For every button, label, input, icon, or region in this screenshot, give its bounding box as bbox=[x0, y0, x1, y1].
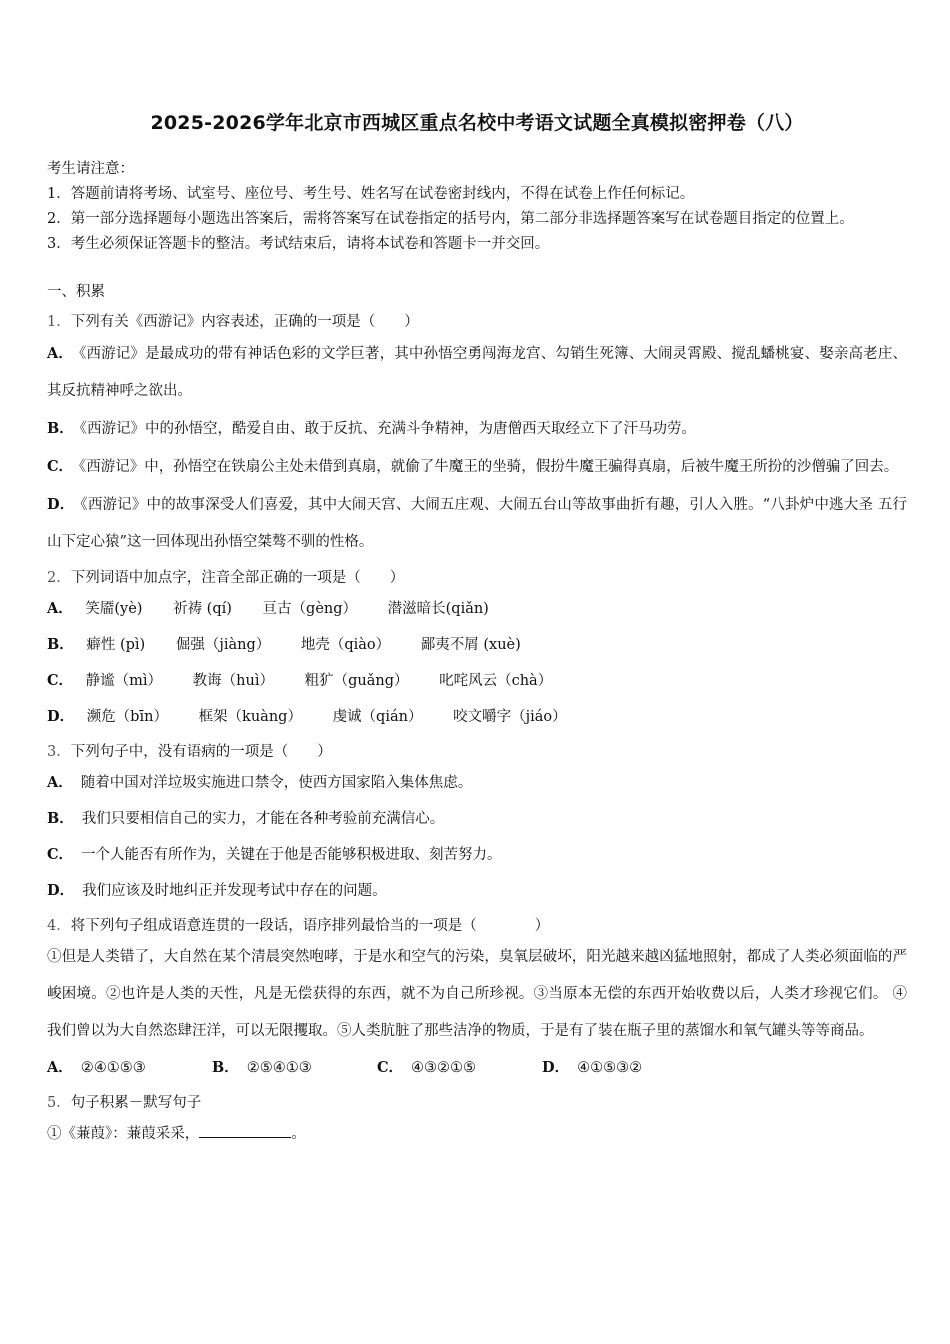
term: 叱咤风云（chà） bbox=[439, 673, 553, 689]
question-number: 4． bbox=[47, 918, 71, 934]
option-label: C． bbox=[47, 846, 74, 863]
option-text: 一个人能否有所作为，关键在于他是否能够积极进取、刻苦努力。 bbox=[81, 847, 502, 863]
option-d bbox=[47, 486, 907, 561]
term: 咬文嚼字（jiáo） bbox=[453, 709, 567, 725]
question-3 bbox=[47, 739, 907, 765]
question-5 bbox=[47, 1090, 907, 1116]
option-label: A． bbox=[47, 774, 73, 791]
question-2 bbox=[47, 565, 907, 591]
option-label: D． bbox=[47, 882, 75, 899]
term: 粗犷（guǎng） bbox=[304, 673, 409, 689]
question-1 bbox=[47, 309, 907, 335]
choice-text: ②⑤④①③ bbox=[246, 1060, 312, 1076]
option-label: D． bbox=[47, 708, 75, 725]
choice-text: ②④①⑤③ bbox=[80, 1060, 146, 1076]
question-stem: 下列词语中加点字，注音全部正确的一项是（ ） bbox=[70, 570, 405, 586]
option-a bbox=[47, 335, 907, 410]
term: 倔强（jiàng） bbox=[175, 637, 271, 653]
option-c bbox=[47, 448, 907, 486]
fill-in-line bbox=[47, 1116, 907, 1152]
option-text: 《西游记》中的孙悟空，酷爱自由、敢于反抗、充满斗争精神，为唐僧西天取经立下了汗马功劳。 bbox=[79, 421, 697, 437]
option-c bbox=[47, 663, 907, 699]
option-b bbox=[47, 801, 907, 837]
option-label: B． bbox=[47, 420, 74, 437]
fill-prefix: ①《蒹葭》：蒹葭采采， bbox=[47, 1126, 200, 1142]
option-text: 《西游记》中的故事深受人们喜爱，其中大闹天宫、大闹五庄观、大闹五台山等故事曲折有趣，引人入胜。“八卦炉中逃大圣 五行山下定心猿”这一回体现出孙悟空桀骜不驯的性格。 bbox=[47, 497, 907, 550]
term: 教诲（huì） bbox=[192, 673, 274, 689]
choice-label: B． bbox=[212, 1059, 239, 1076]
term: 静谧（mì） bbox=[85, 673, 163, 689]
option-text: 随着中国对洋垃圾实施进口禁令，使西方国家陷入集体焦虑。 bbox=[80, 775, 473, 791]
option-text: 《西游记》中，孙悟空在铁扇公主处未借到真扇，就偷了牛魔王的坐骑，假扮牛魔王骗得真扇，后被牛魔王所扮的沙僧骗了回去。 bbox=[79, 459, 899, 475]
term: 鄙夷不屑 (xuè) bbox=[420, 637, 521, 653]
term: 地壳（qiào） bbox=[300, 637, 391, 653]
option-label: A． bbox=[47, 345, 74, 362]
fill-suffix: 。 bbox=[291, 1126, 306, 1142]
choice-c bbox=[377, 1050, 542, 1086]
question-stem: 下列句子中，没有语病的一项是（ ） bbox=[70, 744, 332, 760]
question-number: 2． bbox=[47, 570, 71, 586]
term: 癖性 (pì) bbox=[86, 637, 146, 653]
term: 潜滋暗长(qiǎn) bbox=[387, 601, 489, 617]
option-label: A． bbox=[47, 600, 73, 617]
question-stem: 下列有关《西游记》内容表述，正确的一项是（ ） bbox=[70, 314, 419, 330]
choice-text: ④①⑤③② bbox=[577, 1060, 643, 1076]
option-a bbox=[47, 591, 907, 627]
section-heading: 一、积累 bbox=[47, 284, 105, 300]
option-a bbox=[47, 765, 907, 801]
option-text: 《西游记》是最成功的带有神话色彩的文学巨著，其中孙悟空勇闯海龙宫、勾销生死簿、大闹灵霄殿、搅乱蟠桃宴、娶亲高老庄、其反抗精神呼之欲出。 bbox=[47, 346, 907, 399]
question-4 bbox=[47, 913, 907, 939]
question-number: 1． bbox=[47, 314, 71, 330]
question-passage: ①但是人类错了，大自然在某个清晨突然咆哮，于是水和空气的污染，臭氧层破坏，阳光越来越凶猛地照射，都成了人类必须面临的严峻困境。②也许是人类的天性，凡是无偿获得的东西，就不为自己所珍视。③当原本无偿的东西开始收费以后，人类才珍视它们。 ④我们曾以为大自然恣肆汪洋，可以无限攫取。⑤人类肮脏了那些洁净的物质，于是有了装在瓶子里的蒸馏水和氧气罐头等等商品。 bbox=[47, 949, 907, 1039]
notice-block bbox=[47, 157, 907, 257]
choice-label: C． bbox=[377, 1059, 404, 1076]
choice-b bbox=[212, 1050, 377, 1086]
option-b bbox=[47, 627, 907, 663]
option-text: 我们只要相信自己的实力，才能在各种考验前充满信心。 bbox=[81, 811, 445, 827]
option-label: C． bbox=[47, 672, 74, 689]
answer-blank[interactable] bbox=[199, 1123, 291, 1138]
option-d bbox=[47, 699, 907, 735]
question-number: 5． bbox=[47, 1095, 71, 1111]
choice-text: ④③②①⑤ bbox=[411, 1060, 477, 1076]
choice-a bbox=[47, 1050, 212, 1086]
option-c bbox=[47, 837, 907, 873]
question-stem: 句子积累－默写句子 bbox=[70, 1095, 202, 1111]
notice-item: 3．考生必须保证答题卡的整洁。考试结束后，请将本试卷和答题卡一并交回。 bbox=[47, 236, 550, 252]
option-b bbox=[47, 410, 907, 448]
exam-page bbox=[47, 108, 907, 1152]
option-label: D． bbox=[47, 496, 75, 513]
answer-choices bbox=[47, 1050, 907, 1086]
question-number: 3． bbox=[47, 744, 71, 760]
term: 濒危（bīn） bbox=[86, 709, 168, 725]
question-stem: 将下列句子组成语意连贯的一段话，语序排列最恰当的一项是（ ） bbox=[70, 918, 550, 934]
notice-item: 1．答题前请将考场、试室号、座位号、考生号、姓名写在试卷密封线内，不得在试卷上作任何标记。 bbox=[47, 186, 695, 202]
page-title: 2025-2026学年北京市西城区重点名校中考语文试题全真模拟密押卷（八） bbox=[150, 112, 804, 134]
term: 亘古（gèng） bbox=[262, 601, 358, 617]
option-label: C． bbox=[47, 458, 74, 475]
term: 祈祷 (qí) bbox=[173, 601, 232, 617]
term: 虔诚（qián） bbox=[332, 709, 423, 725]
choice-label: D． bbox=[542, 1059, 570, 1076]
notice-item: 2．第一部分选择题每小题选出答案后，需将答案写在试卷指定的括号内，第二部分非选择题答案写在试卷题目指定的位置上。 bbox=[47, 211, 854, 227]
term: 笑靥(yè) bbox=[85, 601, 143, 617]
choice-label: A． bbox=[47, 1059, 73, 1076]
option-label: B． bbox=[47, 636, 74, 653]
option-label: B． bbox=[47, 810, 74, 827]
choice-d bbox=[542, 1050, 707, 1086]
term: 框架（kuàng） bbox=[198, 709, 302, 725]
option-text: 我们应该及时地纠正并发现考试中存在的问题。 bbox=[82, 883, 387, 899]
notice-heading: 考生请注意： bbox=[47, 161, 134, 177]
option-d bbox=[47, 873, 907, 909]
